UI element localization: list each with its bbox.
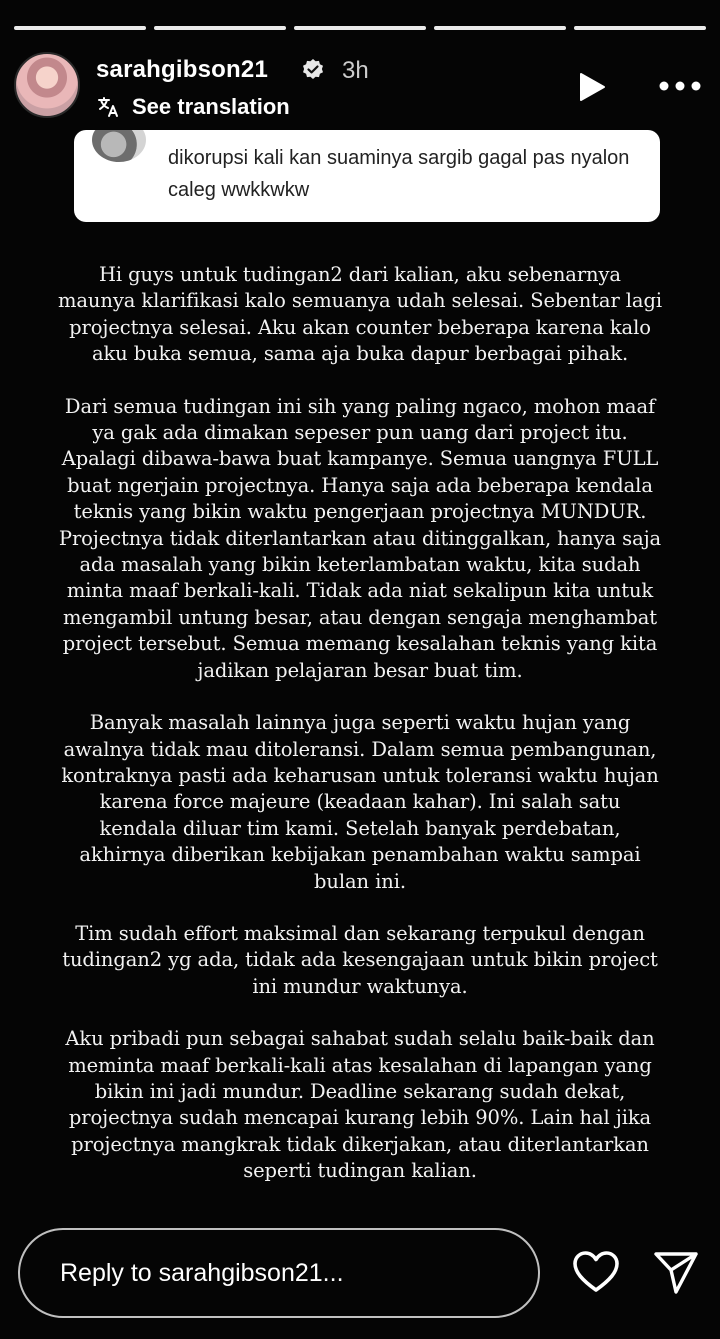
username[interactable]: sarahgibson21 [96, 56, 268, 83]
play-icon[interactable] [578, 72, 606, 102]
story-paragraph: Hi guys untuk tudingan2 dari kalian, aku sebenarnya maunya klarifikasi kalo semuanya udah selesai. Sebentar lagi projectnya selesai. Aku akan counter beberapa karena kalo aku buka semua, sama aja buka dapur berbagai pihak. [58, 263, 662, 366]
sticker-avatar [92, 130, 146, 162]
progress-segment [154, 26, 286, 30]
progress-segment [434, 26, 566, 30]
send-icon[interactable] [652, 1248, 700, 1296]
post-time: 3h [342, 57, 369, 84]
translate-icon [96, 95, 120, 119]
reply-placeholder: Reply to sarahgibson21... [60, 1258, 344, 1287]
see-translation-button[interactable] [96, 94, 290, 120]
question-sticker [74, 130, 660, 222]
reply-input[interactable] [18, 1228, 540, 1318]
story-header [14, 50, 706, 124]
progress-segment [14, 26, 146, 30]
sticker-text: dikorupsi kali kan suaminya sargib gagal pas nyalon caleg wwkkwkw [168, 147, 630, 201]
story-paragraph: Aku pribadi pun sebagai sahabat sudah selalu baik-baik dan meminta maaf berkali-kali atas kesalahan di lapangan yang bikin ini jadi mundur. Deadline sekarang sudah dekat, projectnya sudah mencapai kurang lebih 90%. Lain hal jika projectnya mangkrak tidak dikerjakan, atau diterlantarkan seperti tudingan kalian. [65, 1027, 655, 1183]
story-paragraph: Dari semua tudingan ini sih yang paling ngaco, mohon maaf ya gak ada dimakan sepeser pun uang dari project itu. Apalagi dibawa-bawa buat kampanye. Semua uangnya FULL buat ngerjain projectnya. Hanya saja ada beberapa kendala teknis yang bikin waktu pengerjaan projectnya MUNDUR. Projectnya tidak diterlantarkan atau ditinggalkan, hanya saja ada masalah yang bikin keterlambatan waktu, kita sudah minta maaf berkali-kali. Tidak ada niat sekalipun kita untuk mengambil untung besar, atau dengan sengaja menghambat project tersebut. Semua memang kesalahan teknis yang kita jadikan pelajaran besar buat tim. [58, 394, 662, 682]
heart-icon[interactable] [572, 1250, 620, 1294]
reply-bar [18, 1228, 702, 1320]
story-paragraph: Tim sudah effort maksimal dan sekarang terpukul dengan tudingan2 yg ada, tidak ada kesengajaan untuk bikin project ini mundur waktunya. [62, 921, 658, 998]
progress-segment-active [574, 26, 706, 30]
story-text [58, 262, 662, 1211]
story-progress-bar [14, 26, 706, 30]
verified-badge-icon [301, 58, 325, 82]
see-translation-label: See translation [132, 94, 290, 119]
progress-segment [294, 26, 426, 30]
more-icon[interactable] [658, 80, 702, 92]
story-paragraph: Banyak masalah lainnya juga seperti waktu hujan yang awalnya tidak mau ditoleransi. Dalam semua pembangunan, kontraknya pasti ada keharusan untuk toleransi waktu hujan karena force majeure (keadaan kahar). Ini salah satu kendala diluar tim kami. Setelah banyak perdebatan, akhirnya diberikan kebijakan penambahan waktu sampai bulan ini. [61, 711, 659, 893]
avatar[interactable] [14, 52, 80, 118]
